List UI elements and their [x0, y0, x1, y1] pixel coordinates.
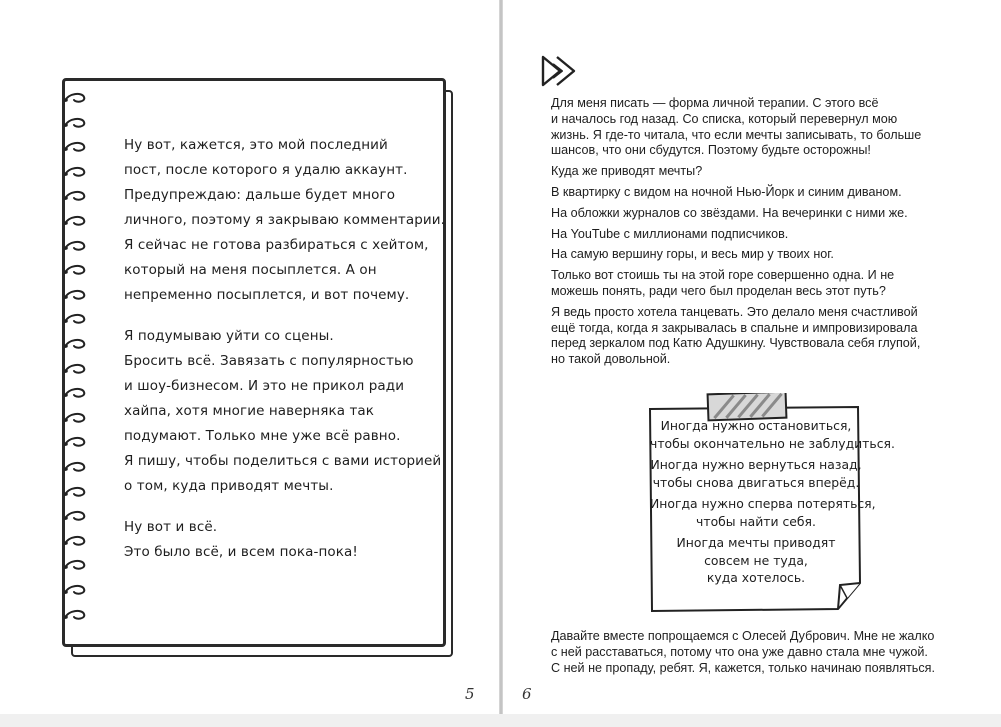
spiral-ring-icon	[62, 412, 88, 424]
page-number-left: 5	[465, 685, 475, 703]
page-number-right: 6	[522, 685, 532, 703]
notebook-line: Это было всё, и всем пока-пока!	[124, 544, 358, 560]
notebook-line: и шоу-бизнесом. И это не прикол ради	[124, 378, 405, 394]
notebook-line: Предупреждаю: дальше будет много	[124, 187, 396, 203]
spiral-ring-icon	[62, 141, 88, 153]
body-line: жизнь. Я где-то читала, что если мечты записывать, то больше	[551, 127, 922, 142]
body-text	[551, 96, 931, 373]
body-paragraph	[551, 96, 931, 159]
body-paragraph	[551, 305, 931, 368]
notebook-line: Я подумываю уйти со сцены.	[124, 328, 334, 344]
body-line: можешь понять, ради чего был проделан весь этот путь?	[551, 283, 886, 298]
spiral-ring-icon	[62, 486, 88, 498]
spiral-ring-icon	[62, 240, 88, 252]
spiral-ring-icon	[62, 559, 88, 571]
notebook-line: Ну вот, кажется, это мой последний	[124, 137, 388, 153]
body-line: На YouTube с миллионами подписчиков.	[551, 226, 789, 241]
notebook-line: который на меня посыплется. А он	[124, 262, 377, 278]
notebook-line: Бросить всё. Завязать с популярностью	[124, 353, 414, 369]
note-line: чтобы найти себя.	[696, 513, 816, 529]
note-line: чтобы снова двигаться вперёд.	[652, 474, 860, 490]
double-chevron-right-icon	[541, 54, 583, 88]
spiral-ring-icon	[62, 584, 88, 596]
body-paragraph	[551, 227, 931, 243]
note-paragraph	[650, 456, 862, 491]
notebook-paragraph	[124, 133, 446, 308]
note-line: Иногда нужно остановиться,	[660, 418, 852, 433]
note-paragraph	[650, 417, 895, 452]
notebook-line: Я пишу, чтобы поделиться с вами историей	[124, 453, 442, 469]
spiral-ring-icon	[62, 264, 88, 276]
body-paragraph	[551, 185, 931, 201]
spiral-ring-icon	[62, 215, 88, 227]
body-paragraph	[551, 206, 931, 222]
closing-line: С ней не пропаду, ребят. Я, кажется, только начинаю появляться.	[551, 661, 935, 675]
body-paragraph	[551, 268, 931, 300]
spiral-ring-icon	[62, 387, 88, 399]
body-line: Куда же приводят мечты?	[551, 164, 703, 179]
spiral-ring-icon	[62, 117, 88, 129]
spiral-ring-icon	[62, 92, 88, 104]
spiral-ring-icon	[62, 510, 88, 522]
note-line: чтобы окончательно не заблудиться.	[650, 435, 895, 451]
body-line: В квартирку с видом на ночной Нью-Йорк и синим диваном.	[551, 184, 902, 199]
note-line: совсем не туда,	[704, 552, 808, 568]
notebook-line: непременно посыплется, и вот почему.	[124, 287, 410, 303]
spiral-ring-icon	[62, 166, 88, 178]
spiral-ring-icon	[62, 609, 88, 621]
notebook-line: пост, после которого я удалю аккаунт.	[124, 162, 408, 178]
body-line: Только вот стоишь ты на этой горе совершенно одна. И не	[551, 268, 895, 283]
body-line: ещё тогда, когда я закрывалась в спальне и импровизировала	[551, 320, 918, 335]
notebook-line: Ну вот и всё.	[124, 519, 218, 535]
notebook-line: хайпа, хотя многие наверняка так	[124, 403, 375, 419]
spiral-ring-icon	[62, 363, 88, 375]
body-line: Я ведь просто хотела танцевать. Это делало меня счастливой	[551, 304, 918, 319]
body-line: Для меня писать — форма личной терапии. С этого всё	[551, 96, 879, 110]
note-line: Иногда нужно сперва потеряться,	[650, 496, 876, 511]
note-line: Иногда мечты приводят	[676, 535, 836, 550]
note-line: Иногда нужно вернуться назад,	[650, 457, 862, 472]
spiral-ring-icon	[62, 190, 88, 202]
spiral-ring-icon	[62, 461, 88, 473]
spiral-ring-icon	[62, 338, 88, 350]
notebook-text	[124, 133, 446, 581]
body-paragraph	[551, 164, 931, 180]
spiral-ring-icon	[62, 535, 88, 547]
notebook-paragraph	[124, 324, 442, 499]
note-paragraph	[650, 534, 862, 587]
closing-line: Давайте вместе попрощаемся с Олесей Дубрович. Мне не жалко	[551, 629, 935, 643]
spiral-ring-icon	[62, 289, 88, 301]
notebook-line: подумают. Только мне уже всё равно.	[124, 428, 401, 444]
body-line: шансов, что они сбудутся. Поэтому будьте осторожны!	[551, 143, 871, 158]
note-paragraph	[650, 495, 876, 530]
notebook-line: Я сейчас не готова разбираться с хейтом,	[124, 237, 429, 253]
body-line: но такой довольной.	[551, 352, 671, 367]
sticky-note-text	[650, 417, 895, 591]
spiral-ring-icon	[62, 313, 88, 325]
body-paragraph	[551, 247, 931, 263]
body-line: На самую вершину горы, и весь мир у твоих ног.	[551, 247, 834, 262]
bottom-edge	[0, 714, 1001, 727]
notebook-paragraph	[124, 515, 424, 565]
closing-paragraph	[551, 628, 941, 676]
notebook-line: о том, куда приводят мечты.	[124, 478, 334, 494]
closing-line: с ней расставаться, потому что она уже давно стала мне чужой.	[551, 645, 928, 659]
body-line: перед зеркалом под Катю Адушкину. Чувствовала себя глупой,	[551, 336, 921, 351]
notebook-line: личного, поэтому я закрываю комментарии.	[124, 212, 446, 228]
note-line: куда хотелось.	[706, 570, 806, 585]
spiral-ring-icon	[62, 436, 88, 448]
body-line: и началось год назад. Со списка, который перевернул мою	[551, 111, 898, 126]
body-line: На обложки журналов со звёздами. На вечеринки с ними же.	[551, 205, 908, 220]
